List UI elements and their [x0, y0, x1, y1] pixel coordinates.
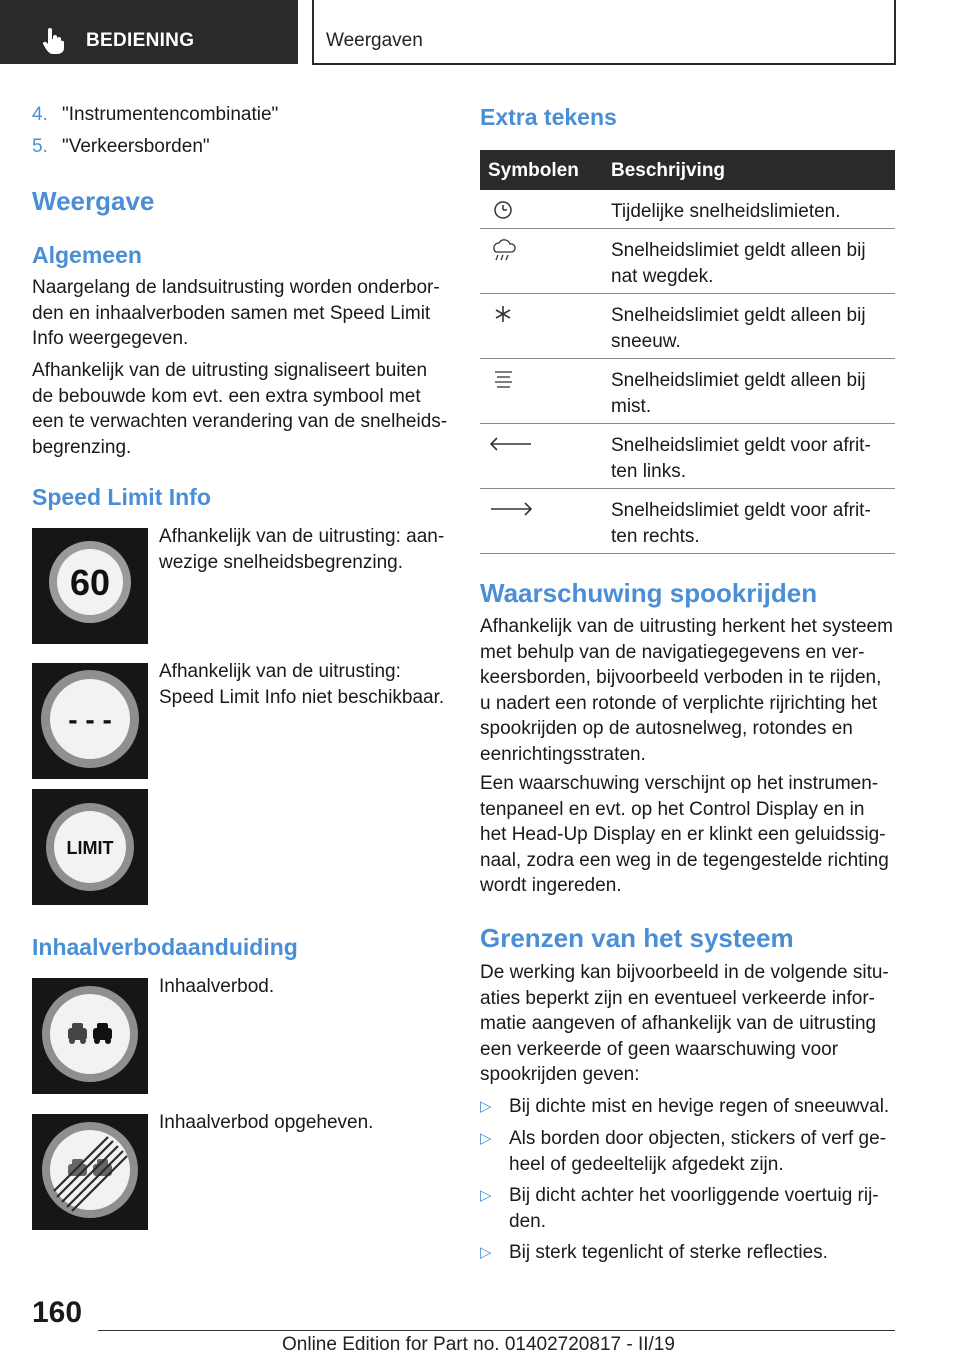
triangle-bullet-icon: ▷ — [480, 1244, 492, 1261]
text-line: een verkeerde of geen waarschuwing voor — [480, 1038, 839, 1060]
table-row — [480, 190, 895, 229]
text-line: den en inhaalverboden samen met Speed Limit — [32, 302, 431, 324]
text-line: de bebouwde kom evt. een extra symbool met — [32, 385, 421, 407]
text-line: Als borden door objecten, stickers of verf ge- — [509, 1128, 887, 1149]
text-line: keersborden, bijvoorbeeld verboden in te rijden, — [480, 667, 882, 688]
row-description — [611, 199, 891, 225]
text-line: Snelheidslimiet geldt alleen bij — [611, 240, 866, 261]
inhaalverbod-description: Inhaalverbod. — [159, 976, 275, 997]
text-line: ten rechts. — [611, 525, 700, 547]
footer-divider — [98, 1330, 895, 1331]
symbol-cell — [480, 294, 600, 334]
text-line: Tijdelijke snelheidslimieten. — [611, 201, 841, 222]
text-line: Afhankelijk van de uitrusting signaliseert buiten — [32, 360, 428, 381]
heading-inhaalverbod: Inhaalverbodaanduiding — [32, 934, 298, 960]
bullet-text — [509, 1094, 899, 1120]
paragraph-algemeen-2 — [32, 358, 452, 460]
heading-weergave: Weergave — [32, 186, 155, 216]
bullet-text — [509, 1240, 899, 1266]
paragraph-spook-2 — [480, 771, 900, 899]
hand-pointer-icon — [42, 28, 64, 54]
text-line: spookrijden op de autosnelweg, rotondes en — [480, 718, 853, 739]
list-text: "Verkeersborden" — [62, 136, 210, 157]
no-overtaking-icon — [32, 978, 148, 1094]
speed-limit-60-sign — [32, 528, 148, 644]
list-text: "Instrumentencombinatie" — [62, 104, 279, 125]
fog-icon — [485, 359, 525, 399]
arrow-right-icon — [485, 489, 545, 529]
page-number: 160 — [32, 1296, 83, 1329]
bullet-text — [509, 1183, 899, 1234]
text-line: Bij dichte mist en hevige regen of sneeuwval. — [509, 1096, 890, 1117]
limit-sign — [32, 789, 148, 905]
column-header-symbolen: Symbolen — [488, 160, 579, 181]
section-title: BEDIENING — [86, 30, 195, 51]
text-line: tenpaneel en evt. op het Control Display en in — [480, 798, 865, 820]
heading-grenzen-systeem: Grenzen van het systeem — [480, 923, 794, 953]
end-no-overtaking-sign — [32, 1114, 148, 1230]
paragraph-spook-1 — [480, 614, 900, 767]
row-description — [611, 238, 891, 289]
text-line: Naargelang de landsuitrusting worden onderbor- — [32, 277, 440, 298]
text-line: De werking kan bijvoorbeeld in de volgende situ- — [480, 962, 889, 983]
text-line: spookrijden geven: — [480, 1064, 640, 1085]
table-header — [480, 150, 895, 190]
heading-speed-limit-info: Speed Limit Info — [32, 484, 211, 510]
symbol-cell — [480, 229, 600, 269]
speed-limit-unavailable-sign — [32, 663, 148, 779]
heading-waarschuwing-spookrijden: Waarschuwing spookrijden — [480, 578, 818, 608]
text-line: Afhankelijk van de uitrusting: — [159, 661, 401, 682]
symbol-cell — [480, 489, 600, 529]
sign-unavailable-description — [159, 659, 449, 710]
text-line: Afhankelijk van de uitrusting herkent het systeem — [480, 616, 893, 637]
limit-value: LIMIT — [66, 838, 114, 858]
text-line: matie aangeven of afhankelijk van de uitrusting — [480, 1013, 877, 1034]
paragraph-grenzen — [480, 960, 900, 1088]
edition-note: Online Edition for Part no. 01402720817 - II/19 — [282, 1334, 675, 1355]
text-line: begrenzing. — [32, 436, 132, 458]
table-row — [480, 359, 895, 424]
text-line: het Head-Up Display en er klinkt een geluidssig- — [480, 824, 886, 845]
text-line: den. — [509, 1210, 546, 1232]
no-overtaking-sign — [32, 978, 148, 1094]
text-line: Snelheidslimiet geldt voor afrit- — [611, 435, 871, 456]
rain-icon — [485, 229, 525, 269]
speed-value: 60 — [69, 562, 111, 603]
unavailable-value: - - - — [68, 704, 112, 735]
inhaalverbod-opgeheven-description: Inhaalverbod opgeheven. — [159, 1112, 374, 1133]
text-line: Snelheidslimiet geldt alleen bij — [611, 305, 866, 326]
symbol-cell — [480, 359, 600, 399]
text-line: eenrichtingsstraten. — [480, 743, 646, 765]
list-number: 5. — [32, 136, 48, 157]
text-line: wezige snelheidsbegrenzing. — [159, 551, 403, 573]
text-line: wordt ingereden. — [480, 875, 622, 896]
column-header-beschrijving: Beschrijving — [611, 160, 726, 181]
text-line: heel of gedeeltelijk afgedekt zijn. — [509, 1153, 784, 1175]
text-line: Info weergegeven. — [32, 328, 189, 349]
table-row — [480, 424, 895, 489]
triangle-bullet-icon: ▷ — [480, 1098, 492, 1115]
table-row — [480, 229, 895, 294]
text-line: Bij dicht achter het voorliggende voertuig rij- — [509, 1185, 879, 1206]
paragraph-algemeen-1 — [32, 275, 452, 352]
section-tab[interactable] — [0, 0, 298, 64]
text-line: sneeuw. — [611, 330, 681, 352]
symbol-cell — [480, 424, 600, 464]
list-item — [32, 104, 278, 126]
clock-icon — [485, 190, 525, 230]
end-no-overtaking-icon — [32, 1114, 148, 1230]
bullet-text — [509, 1126, 899, 1177]
sign-60-description — [159, 524, 449, 575]
snowflake-icon — [485, 294, 525, 334]
text-line: Speed Limit Info niet beschikbaar. — [159, 686, 445, 708]
text-line: ten links. — [611, 460, 686, 482]
row-description — [611, 368, 891, 419]
text-line: Afhankelijk van de uitrusting: aan- — [159, 526, 445, 547]
heading-extra-tekens: Extra tekens — [480, 104, 617, 130]
text-line: aties beperkt zijn en eventueel verkeerde infor- — [480, 987, 876, 1009]
text-line: u nadert een rotonde of verplichte rijrichting het — [480, 692, 878, 714]
row-description — [611, 498, 891, 549]
list-item — [32, 136, 210, 158]
list-number: 4. — [32, 104, 48, 125]
text-line: Snelheidslimiet geldt alleen bij — [611, 370, 866, 391]
text-line: met behulp van de navigatiegegevens en ver- — [480, 641, 865, 663]
chapter-title: Weergaven — [326, 30, 423, 51]
triangle-bullet-icon: ▷ — [480, 1187, 492, 1204]
symbol-cell — [480, 190, 600, 230]
chapter-header — [312, 0, 896, 65]
text-line: een te verwachten verandering van de snelheids- — [32, 411, 448, 432]
text-line: Een waarschuwing verschijnt op het instrumen- — [480, 773, 879, 794]
arrow-left-icon — [485, 424, 545, 464]
table-row — [480, 294, 895, 359]
text-line: Snelheidslimiet geldt voor afrit- — [611, 500, 871, 521]
triangle-bullet-icon: ▷ — [480, 1130, 492, 1147]
text-line: mist. — [611, 395, 652, 417]
row-description — [611, 303, 891, 354]
text-line: nat wegdek. — [611, 265, 714, 287]
text-line: Bij sterk tegenlicht of sterke reflecties. — [509, 1242, 828, 1263]
text-line: naal, zodra een weg in de tegengestelde richting — [480, 849, 889, 871]
row-description — [611, 433, 891, 484]
table-row — [480, 489, 895, 554]
heading-algemeen: Algemeen — [32, 242, 142, 268]
extra-signs-table — [480, 150, 895, 554]
